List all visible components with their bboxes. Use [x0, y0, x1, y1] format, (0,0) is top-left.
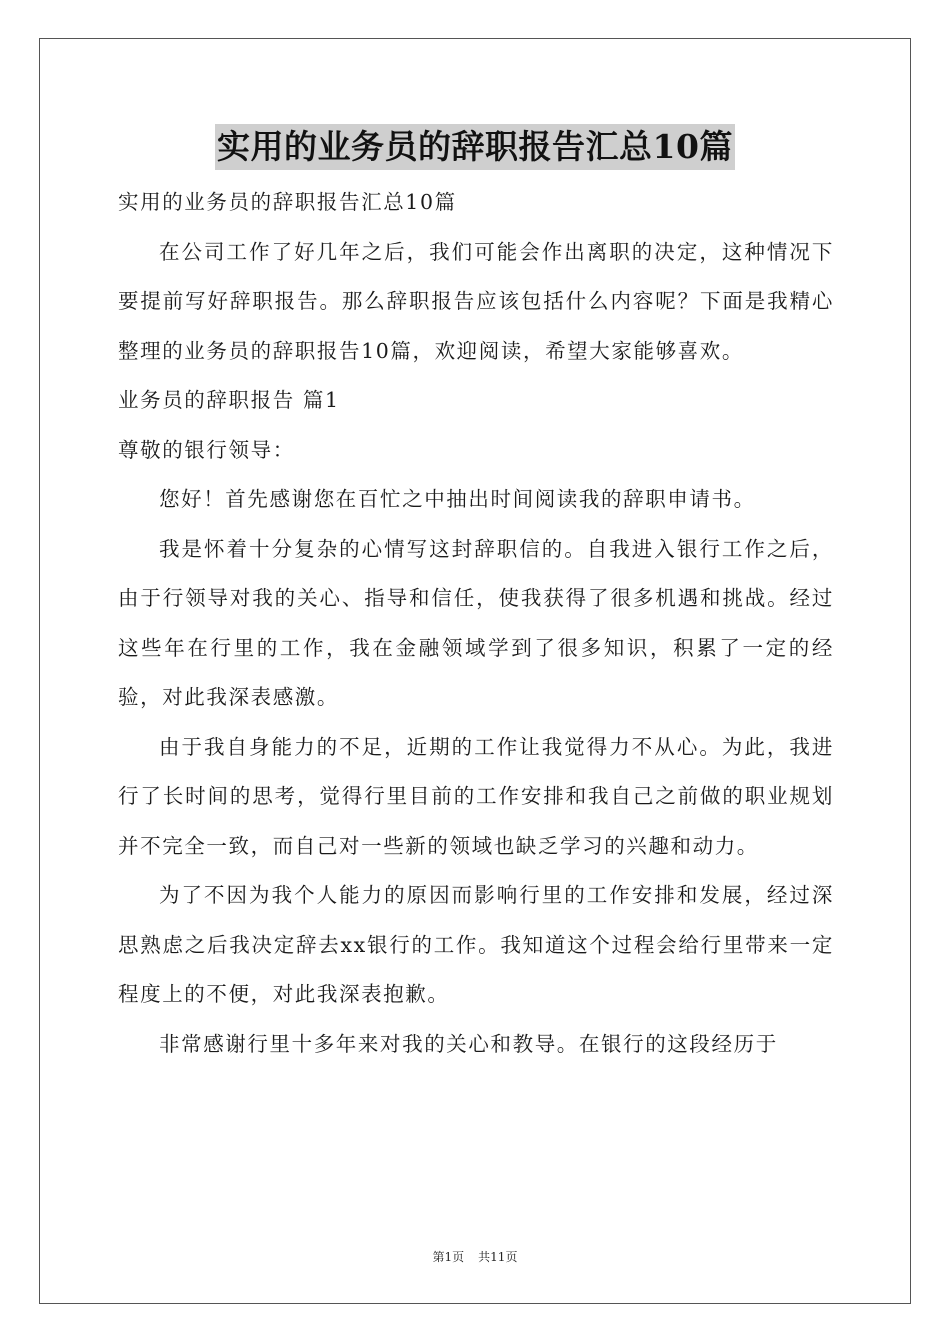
subtitle-paragraph: 实用的业务员的辞职报告汇总10篇 [118, 190, 457, 214]
document-body [118, 178, 834, 1069]
section-heading: 业务员的辞职报告 篇1 [118, 388, 340, 412]
total-pages: 共11页 [478, 1250, 518, 1264]
page-number: 第1页 [432, 1250, 465, 1264]
body-paragraph: 我是怀着十分复杂的心情写这封辞职信的。自我进入银行工作之后，由于行领导对我的关心、指导和信任，使我获得了很多机遇和挑战。经过这些年在行里的工作，我在金融领域学到了很多知识，积累了一定的经验，对此我深表感激。 [118, 536, 834, 709]
body-paragraph: 非常感谢行里十多年来对我的关心和教导。在银行的这段经历于 [159, 1031, 778, 1056]
body-paragraph: 由于我自身能力的不足，近期的工作让我觉得力不从心。为此，我进行了长时间的思考，觉得行里目前的工作安排和我自己之前做的职业规划并不完全一致，而自己对一些新的领域也缺乏学习的兴趣和动力。 [118, 734, 834, 858]
body-paragraph: 为了不因为我个人能力的原因而影响行里的工作安排和发展，经过深思熟虑之后我决定辞去xx银行的工作。我知道这个过程会给行里带来一定程度上的不便，对此我深表抱歉。 [118, 883, 834, 1006]
intro-paragraph: 在公司工作了好几年之后，我们可能会作出离职的决定，这种情况下要提前写好辞职报告。那么辞职报告应该包括什么内容呢？下面是我精心整理的业务员的辞职报告10篇，欢迎阅读，希望大家能够喜欢。 [118, 239, 834, 363]
greeting-paragraph: 您好！首先感谢您在百忙之中抽出时间阅读我的辞职申请书。 [159, 487, 756, 511]
document-title: 实用的业务员的辞职报告汇总10篇 [215, 124, 735, 170]
salutation: 尊敬的银行领导： [118, 437, 295, 462]
page-footer [0, 1248, 950, 1265]
title-container [0, 124, 950, 170]
